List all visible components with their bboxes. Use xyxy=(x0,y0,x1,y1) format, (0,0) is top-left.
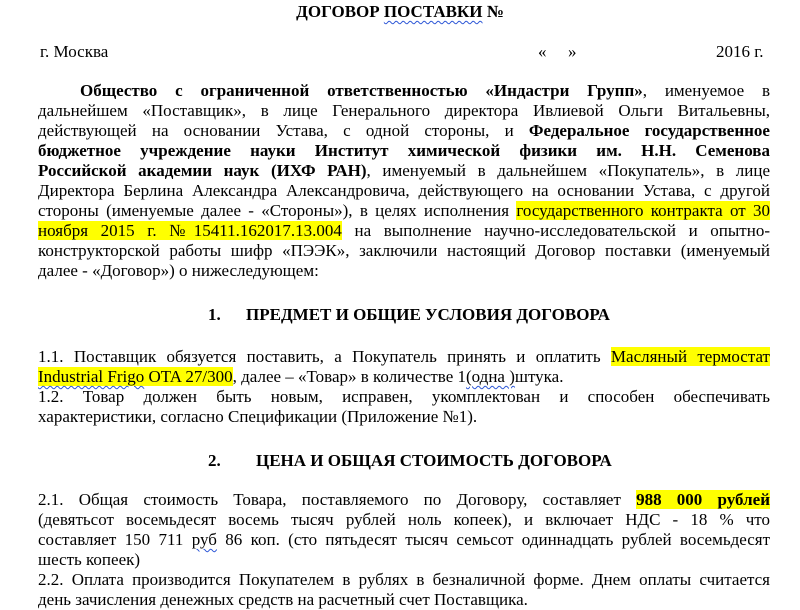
title-prefix: ДОГОВОР xyxy=(296,2,384,21)
price-highlight: 988 000 рублей xyxy=(636,490,770,509)
city: г. Москва xyxy=(40,42,109,61)
preamble-line-6: Директора Берлина Александра Александровича, действующего на основании Устава, с другой xyxy=(38,181,770,200)
preamble-line-9: конструкторской работы шифр «ПЭЭК», заключили настоящий Договор поставки (именуемый xyxy=(38,241,770,260)
clause-2-1-line-3: составляет 150 711 руб 86 коп. (сто пятьдесят тысяч семьсот одиннадцать рублей восемьдесят xyxy=(38,530,770,549)
clause-2-2-line-2: день зачисления денежных средств на расчетный счет Поставщика. xyxy=(38,590,528,609)
preamble-line-2: дальнейшем «Поставщик», в лице Генерального директора Ивлиевой Ольги Витальевны, xyxy=(38,101,770,120)
document-title xyxy=(0,2,800,22)
title-number-sign: № xyxy=(482,2,504,21)
preamble-line-3: действующей на основании Устава, с одной стороны, и Федеральное государственное xyxy=(38,121,770,140)
contract-number-highlight: ноября 2015 г. №15411.162017.13.004 xyxy=(38,221,342,240)
preamble-line-10: далее - «Договор») о нижеследующем: xyxy=(38,261,319,280)
preamble-line-5: Российской академии наук (ИХФ РАН), именуемый в дальнейшем «Покупатель», в лице xyxy=(38,161,770,180)
clause-1-1-line-1: 1.1. Поставщик обязуется поставить, а Покупатель принять и оплатить Масляный термостат xyxy=(38,347,770,366)
title-word: ПОСТАВКИ xyxy=(383,2,483,21)
preamble-line-1: Общество с ограниченной ответственностью «Индастри Групп», именуемое в xyxy=(80,81,770,100)
contract-highlight: государственного контракта от 30 xyxy=(516,201,770,220)
clause-2-1-line-2: (девятьсот восемьдесят восемь тысяч рублей ноль копеек), и включает НДС - 18 % что xyxy=(38,510,770,529)
date-quote-close: » xyxy=(568,42,577,61)
section-2-number: 2. xyxy=(208,451,221,470)
clause-1-2-line-1: 1.2. Товар должен быть новым, исправен, укомплектован и способен обеспечивать xyxy=(38,387,770,406)
product-highlight: Масляный термостат xyxy=(610,347,770,366)
preamble-line-8: ноября 2015 г. №15411.162017.13.004 на выполнение научно-исследовательской и опытно- xyxy=(38,221,770,240)
preamble-line-4: бюджетное учреждение науки Институт химической физики им. Н.Н. Семенова xyxy=(38,141,770,160)
section-2-title: ЦЕНА И ОБЩАЯ СТОИМОСТЬ ДОГОВОРА xyxy=(256,451,612,470)
clause-1-1-line-2: Industrial Frigo OTA 27/300, далее – «Товар» в количестве 1(одна )штука. xyxy=(38,367,564,386)
date-quote-open: « xyxy=(538,42,547,61)
clause-2-2-line-1: 2.2. Оплата производится Покупателем в рублях в безналичной форме. Днем оплаты считается xyxy=(38,570,770,589)
clause-2-1-line-4: шесть копеек) xyxy=(38,550,141,569)
section-1-title: ПРЕДМЕТ И ОБЩИЕ УСЛОВИЯ ДОГОВОРА xyxy=(246,305,610,324)
clause-1-2-line-2: характеристики, согласно Спецификации (Приложение №1). xyxy=(38,407,478,426)
clause-2-1-line-1: 2.1. Общая стоимость Товара, поставляемого по Договору, составляет 988 000 рублей xyxy=(38,490,770,509)
year: 2016 г. xyxy=(716,42,764,61)
preamble-line-7: стороны (именуемые далее - «Стороны»), в целях исполнения государственного контракта от 30 xyxy=(38,201,770,220)
section-1-number: 1. xyxy=(208,305,221,324)
